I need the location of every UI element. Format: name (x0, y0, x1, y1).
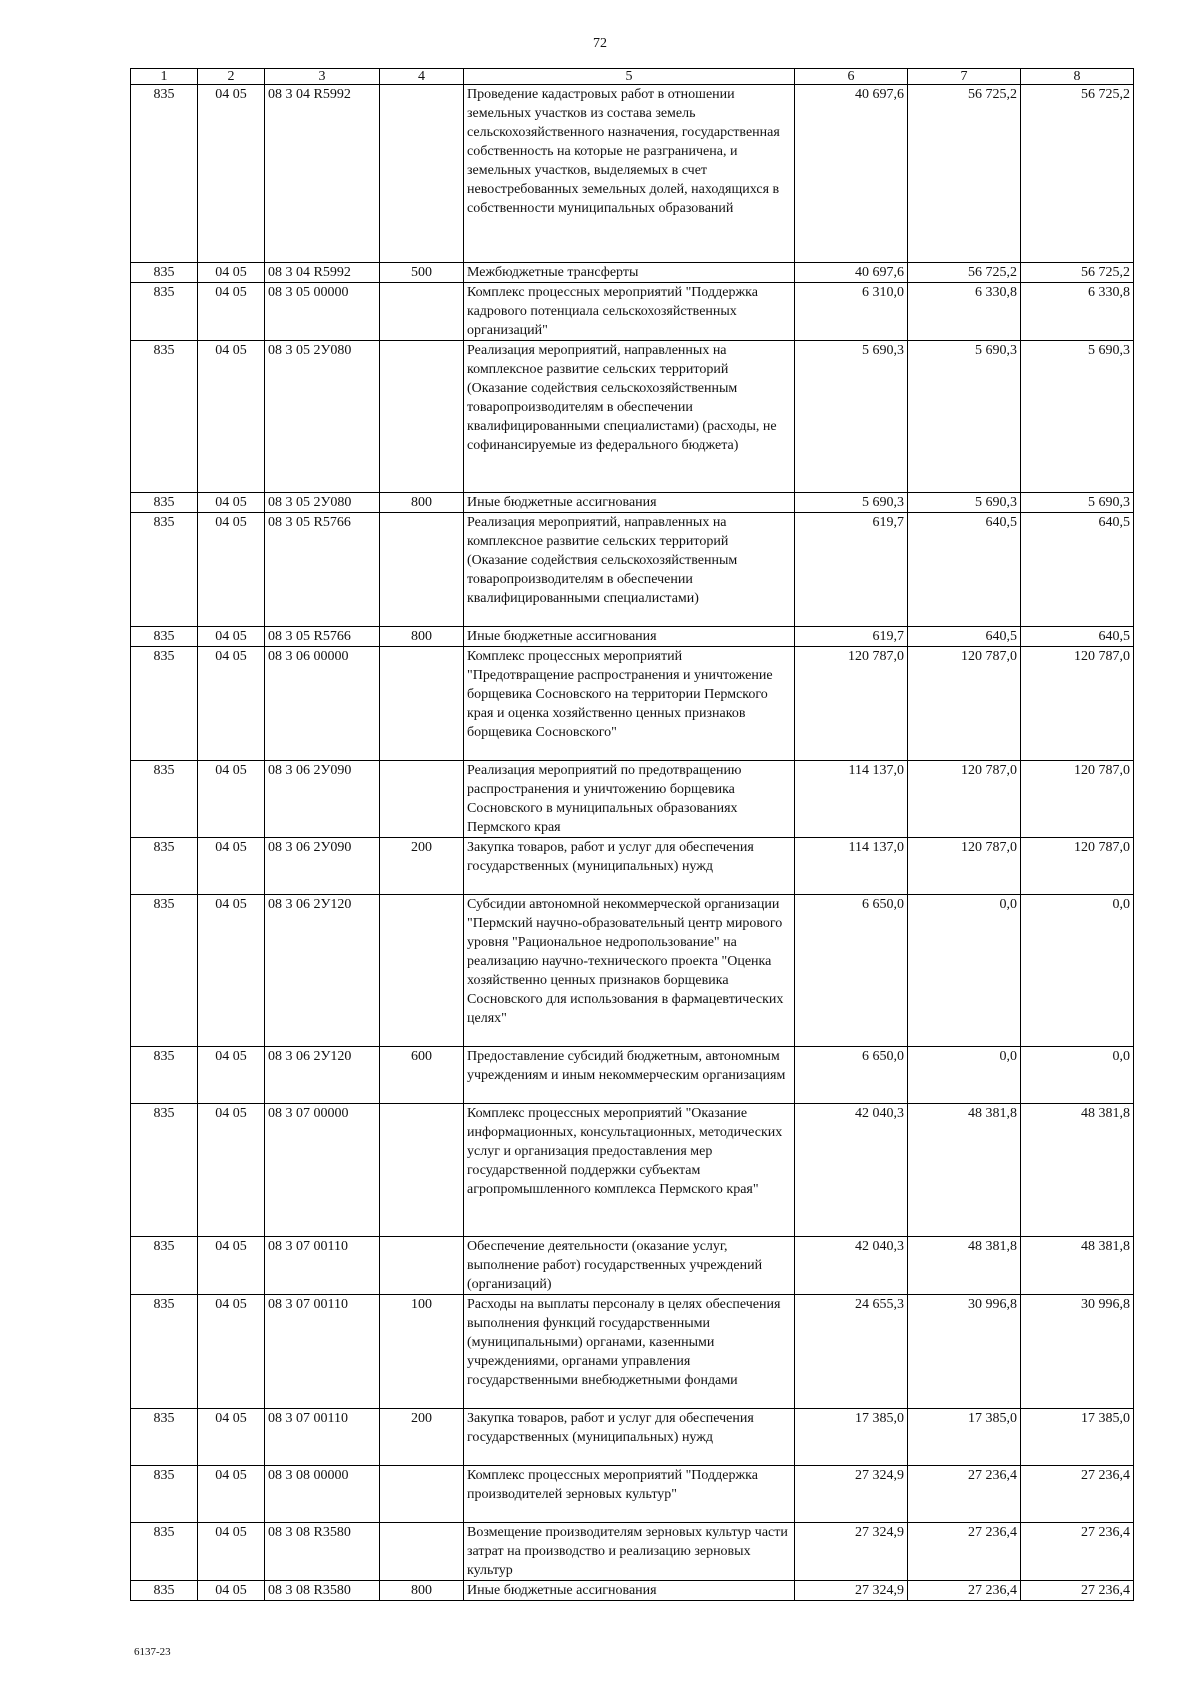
table-row (131, 761, 1134, 838)
cell-expense-type (380, 85, 464, 263)
header-row (131, 69, 1134, 85)
cell-amount-year1: 40 697,6 (795, 263, 908, 283)
cell-description: Закупка товаров, работ и услуг для обеспечения государственных (муниципальных) нужд (464, 1409, 795, 1466)
cell-target-article: 08 3 04 R5992 (265, 85, 380, 263)
cell-section: 04 05 (198, 627, 265, 647)
cell-target-article: 08 3 07 00000 (265, 1104, 380, 1237)
cell-chapter: 835 (131, 647, 198, 761)
table-row (131, 263, 1134, 283)
cell-amount-year3: 56 725,2 (1021, 85, 1134, 263)
cell-expense-type: 800 (380, 493, 464, 513)
cell-amount-year1: 27 324,9 (795, 1523, 908, 1581)
cell-amount-year3: 640,5 (1021, 627, 1134, 647)
cell-amount-year3: 30 996,8 (1021, 1295, 1134, 1409)
cell-section: 04 05 (198, 283, 265, 341)
cell-amount-year2: 56 725,2 (908, 263, 1021, 283)
cell-section: 04 05 (198, 1466, 265, 1523)
cell-section: 04 05 (198, 895, 265, 1047)
cell-amount-year1: 619,7 (795, 513, 908, 627)
cell-chapter: 835 (131, 1104, 198, 1237)
cell-expense-type: 100 (380, 1295, 464, 1409)
table-row (131, 838, 1134, 895)
cell-amount-year3: 5 690,3 (1021, 341, 1134, 493)
cell-description: Иные бюджетные ассигнования (464, 1581, 795, 1601)
cell-target-article: 08 3 05 R5766 (265, 627, 380, 647)
cell-amount-year1: 5 690,3 (795, 341, 908, 493)
cell-chapter: 835 (131, 838, 198, 895)
cell-section: 04 05 (198, 838, 265, 895)
cell-target-article: 08 3 06 2У090 (265, 761, 380, 838)
cell-chapter: 835 (131, 1047, 198, 1104)
cell-amount-year2: 17 385,0 (908, 1409, 1021, 1466)
cell-description: Обеспечение деятельности (оказание услуг, выполнение работ) государственных учреждений (организаций) (464, 1237, 795, 1295)
cell-amount-year2: 640,5 (908, 627, 1021, 647)
budget-table (130, 68, 1134, 1601)
cell-chapter: 835 (131, 513, 198, 627)
cell-target-article: 08 3 08 R3580 (265, 1581, 380, 1601)
cell-expense-type (380, 1237, 464, 1295)
cell-amount-year2: 120 787,0 (908, 761, 1021, 838)
table-row (131, 1295, 1134, 1409)
cell-amount-year1: 5 690,3 (795, 493, 908, 513)
cell-amount-year3: 0,0 (1021, 1047, 1134, 1104)
cell-amount-year3: 6 330,8 (1021, 283, 1134, 341)
cell-amount-year2: 6 330,8 (908, 283, 1021, 341)
cell-section: 04 05 (198, 1047, 265, 1104)
column-header: 3 (265, 69, 380, 85)
cell-amount-year2: 56 725,2 (908, 85, 1021, 263)
cell-amount-year2: 27 236,4 (908, 1523, 1021, 1581)
cell-target-article: 08 3 06 2У120 (265, 895, 380, 1047)
column-header: 5 (464, 69, 795, 85)
cell-target-article: 08 3 05 00000 (265, 283, 380, 341)
cell-amount-year3: 120 787,0 (1021, 647, 1134, 761)
cell-chapter: 835 (131, 1295, 198, 1409)
cell-amount-year1: 619,7 (795, 627, 908, 647)
cell-section: 04 05 (198, 341, 265, 493)
cell-target-article: 08 3 08 00000 (265, 1466, 380, 1523)
cell-section: 04 05 (198, 1409, 265, 1466)
cell-section: 04 05 (198, 761, 265, 838)
cell-section: 04 05 (198, 263, 265, 283)
cell-amount-year2: 27 236,4 (908, 1466, 1021, 1523)
cell-expense-type (380, 283, 464, 341)
cell-description: Иные бюджетные ассигнования (464, 627, 795, 647)
cell-chapter: 835 (131, 1523, 198, 1581)
cell-description: Реализация мероприятий по предотвращению распространения и уничтожению борщевика Сосновского в муниципальных образованиях Пермского края (464, 761, 795, 838)
cell-description: Возмещение производителям зерновых культур части затрат на производство и реализацию зерновых культур (464, 1523, 795, 1581)
cell-amount-year2: 5 690,3 (908, 493, 1021, 513)
cell-amount-year3: 120 787,0 (1021, 838, 1134, 895)
document-code: 6137-23 (134, 1646, 171, 1658)
cell-target-article: 08 3 06 00000 (265, 647, 380, 761)
cell-amount-year2: 0,0 (908, 895, 1021, 1047)
cell-description: Субсидии автономной некоммерческой организации "Пермский научно-образовательный центр мирового уровня "Рациональное недропользование" на реализацию научно-технического проекта "Оценка хозяйственно ценных признаков борщевика Сосновского для использования в фармацевтических целях" (464, 895, 795, 1047)
cell-amount-year1: 40 697,6 (795, 85, 908, 263)
cell-amount-year2: 48 381,8 (908, 1104, 1021, 1237)
cell-amount-year2: 5 690,3 (908, 341, 1021, 493)
table-row (131, 283, 1134, 341)
cell-chapter: 835 (131, 1409, 198, 1466)
table-row (131, 1581, 1134, 1601)
cell-target-article: 08 3 08 R3580 (265, 1523, 380, 1581)
cell-amount-year1: 17 385,0 (795, 1409, 908, 1466)
cell-section: 04 05 (198, 647, 265, 761)
cell-description: Комплекс процессных мероприятий "Оказание информационных, консультационных, методических услуг и организация предоставления мер государственной поддержки субъектам агропромышленного комплекса Пермского края" (464, 1104, 795, 1237)
table-row (131, 1104, 1134, 1237)
cell-section: 04 05 (198, 1523, 265, 1581)
column-header: 8 (1021, 69, 1134, 85)
cell-amount-year1: 27 324,9 (795, 1466, 908, 1523)
cell-section: 04 05 (198, 1581, 265, 1601)
cell-amount-year3: 640,5 (1021, 513, 1134, 627)
cell-chapter: 835 (131, 493, 198, 513)
cell-expense-type (380, 647, 464, 761)
cell-description: Комплекс процессных мероприятий "Поддержка кадрового потенциала сельскохозяйственных организаций" (464, 283, 795, 341)
cell-target-article: 08 3 05 2У080 (265, 341, 380, 493)
cell-description: Реализация мероприятий, направленных на комплексное развитие сельских территорий (Оказание содействия сельскохозяйственным товаропроизводителям в обеспечении квалифицированными специалистами) (464, 513, 795, 627)
cell-amount-year2: 30 996,8 (908, 1295, 1021, 1409)
cell-chapter: 835 (131, 895, 198, 1047)
cell-amount-year1: 114 137,0 (795, 761, 908, 838)
cell-target-article: 08 3 07 00110 (265, 1237, 380, 1295)
cell-section: 04 05 (198, 1237, 265, 1295)
cell-amount-year3: 120 787,0 (1021, 761, 1134, 838)
cell-amount-year3: 17 385,0 (1021, 1409, 1134, 1466)
cell-amount-year1: 6 650,0 (795, 895, 908, 1047)
cell-expense-type: 800 (380, 1581, 464, 1601)
cell-amount-year1: 114 137,0 (795, 838, 908, 895)
cell-section: 04 05 (198, 1104, 265, 1237)
table-row (131, 627, 1134, 647)
table-row (131, 493, 1134, 513)
cell-expense-type (380, 513, 464, 627)
cell-amount-year1: 6 310,0 (795, 283, 908, 341)
cell-amount-year2: 120 787,0 (908, 838, 1021, 895)
cell-expense-type (380, 1104, 464, 1237)
cell-amount-year2: 640,5 (908, 513, 1021, 627)
cell-target-article: 08 3 05 2У080 (265, 493, 380, 513)
cell-chapter: 835 (131, 1466, 198, 1523)
cell-amount-year1: 27 324,9 (795, 1581, 908, 1601)
cell-section: 04 05 (198, 513, 265, 627)
cell-expense-type (380, 1466, 464, 1523)
column-header: 1 (131, 69, 198, 85)
cell-amount-year2: 48 381,8 (908, 1237, 1021, 1295)
cell-target-article: 08 3 05 R5766 (265, 513, 380, 627)
cell-chapter: 835 (131, 1581, 198, 1601)
cell-amount-year3: 27 236,4 (1021, 1523, 1134, 1581)
cell-amount-year2: 0,0 (908, 1047, 1021, 1104)
cell-chapter: 835 (131, 627, 198, 647)
cell-expense-type (380, 761, 464, 838)
cell-amount-year1: 42 040,3 (795, 1104, 908, 1237)
cell-section: 04 05 (198, 1295, 265, 1409)
cell-amount-year1: 120 787,0 (795, 647, 908, 761)
cell-chapter: 835 (131, 341, 198, 493)
cell-amount-year1: 6 650,0 (795, 1047, 908, 1104)
cell-amount-year3: 27 236,4 (1021, 1581, 1134, 1601)
cell-chapter: 835 (131, 1237, 198, 1295)
table-row (131, 513, 1134, 627)
table-row (131, 1047, 1134, 1104)
cell-description: Комплекс процессных мероприятий "Предотвращение распространения и уничтожение борщевика Сосновского на территории Пермского края и оценка хозяйственно ценных признаков борщевика Сосновского" (464, 647, 795, 761)
cell-amount-year3: 56 725,2 (1021, 263, 1134, 283)
table-row (131, 1409, 1134, 1466)
cell-chapter: 835 (131, 283, 198, 341)
cell-expense-type (380, 341, 464, 493)
cell-target-article: 08 3 06 2У090 (265, 838, 380, 895)
cell-target-article: 08 3 06 2У120 (265, 1047, 380, 1104)
table-body (131, 85, 1134, 1601)
cell-amount-year1: 42 040,3 (795, 1237, 908, 1295)
cell-expense-type (380, 1523, 464, 1581)
column-header: 7 (908, 69, 1021, 85)
cell-description: Комплекс процессных мероприятий "Поддержка производителей зерновых культур" (464, 1466, 795, 1523)
cell-target-article: 08 3 07 00110 (265, 1409, 380, 1466)
cell-chapter: 835 (131, 761, 198, 838)
table-row (131, 1466, 1134, 1523)
cell-expense-type: 200 (380, 1409, 464, 1466)
cell-expense-type: 500 (380, 263, 464, 283)
cell-description: Предоставление субсидий бюджетным, автономным учреждениям и иным некоммерческим организациям (464, 1047, 795, 1104)
cell-amount-year3: 5 690,3 (1021, 493, 1134, 513)
column-header: 2 (198, 69, 265, 85)
column-header: 4 (380, 69, 464, 85)
cell-amount-year1: 24 655,3 (795, 1295, 908, 1409)
cell-section: 04 05 (198, 85, 265, 263)
cell-description: Реализация мероприятий, направленных на комплексное развитие сельских территорий (Оказание содействия сельскохозяйственным товаропроизводителям в обеспечении квалифицированными специалистами) (расходы, не софинансируемые из федерального бюджета) (464, 341, 795, 493)
cell-chapter: 835 (131, 263, 198, 283)
table-row (131, 85, 1134, 263)
cell-description: Расходы на выплаты персоналу в целях обеспечения выполнения функций государственными (муниципальными) органами, казенными учреждениями, органами управления государственными внебюджетными фондами (464, 1295, 795, 1409)
cell-amount-year3: 0,0 (1021, 895, 1134, 1047)
table-row (131, 647, 1134, 761)
table-row (131, 341, 1134, 493)
cell-chapter: 835 (131, 85, 198, 263)
cell-expense-type: 800 (380, 627, 464, 647)
cell-target-article: 08 3 04 R5992 (265, 263, 380, 283)
cell-amount-year3: 27 236,4 (1021, 1466, 1134, 1523)
table-row (131, 895, 1134, 1047)
cell-amount-year2: 120 787,0 (908, 647, 1021, 761)
cell-target-article: 08 3 07 00110 (265, 1295, 380, 1409)
cell-expense-type (380, 895, 464, 1047)
table-row (131, 1523, 1134, 1581)
cell-description: Иные бюджетные ассигнования (464, 493, 795, 513)
cell-description: Межбюджетные трансферты (464, 263, 795, 283)
cell-description: Проведение кадастровых работ в отношении земельных участков из состава земель сельскохозяйственного назначения, государственная собственность на которые не разграничена, и земельных участков, выделяемых в счет невостребованных земельных долей, находящихся в собственности муниципальных образований (464, 85, 795, 263)
cell-amount-year2: 27 236,4 (908, 1581, 1021, 1601)
page-number: 72 (593, 36, 607, 51)
column-header: 6 (795, 69, 908, 85)
cell-expense-type: 600 (380, 1047, 464, 1104)
table-row (131, 1237, 1134, 1295)
cell-expense-type: 200 (380, 838, 464, 895)
cell-description: Закупка товаров, работ и услуг для обеспечения государственных (муниципальных) нужд (464, 838, 795, 895)
cell-section: 04 05 (198, 493, 265, 513)
cell-amount-year3: 48 381,8 (1021, 1104, 1134, 1237)
cell-amount-year3: 48 381,8 (1021, 1237, 1134, 1295)
